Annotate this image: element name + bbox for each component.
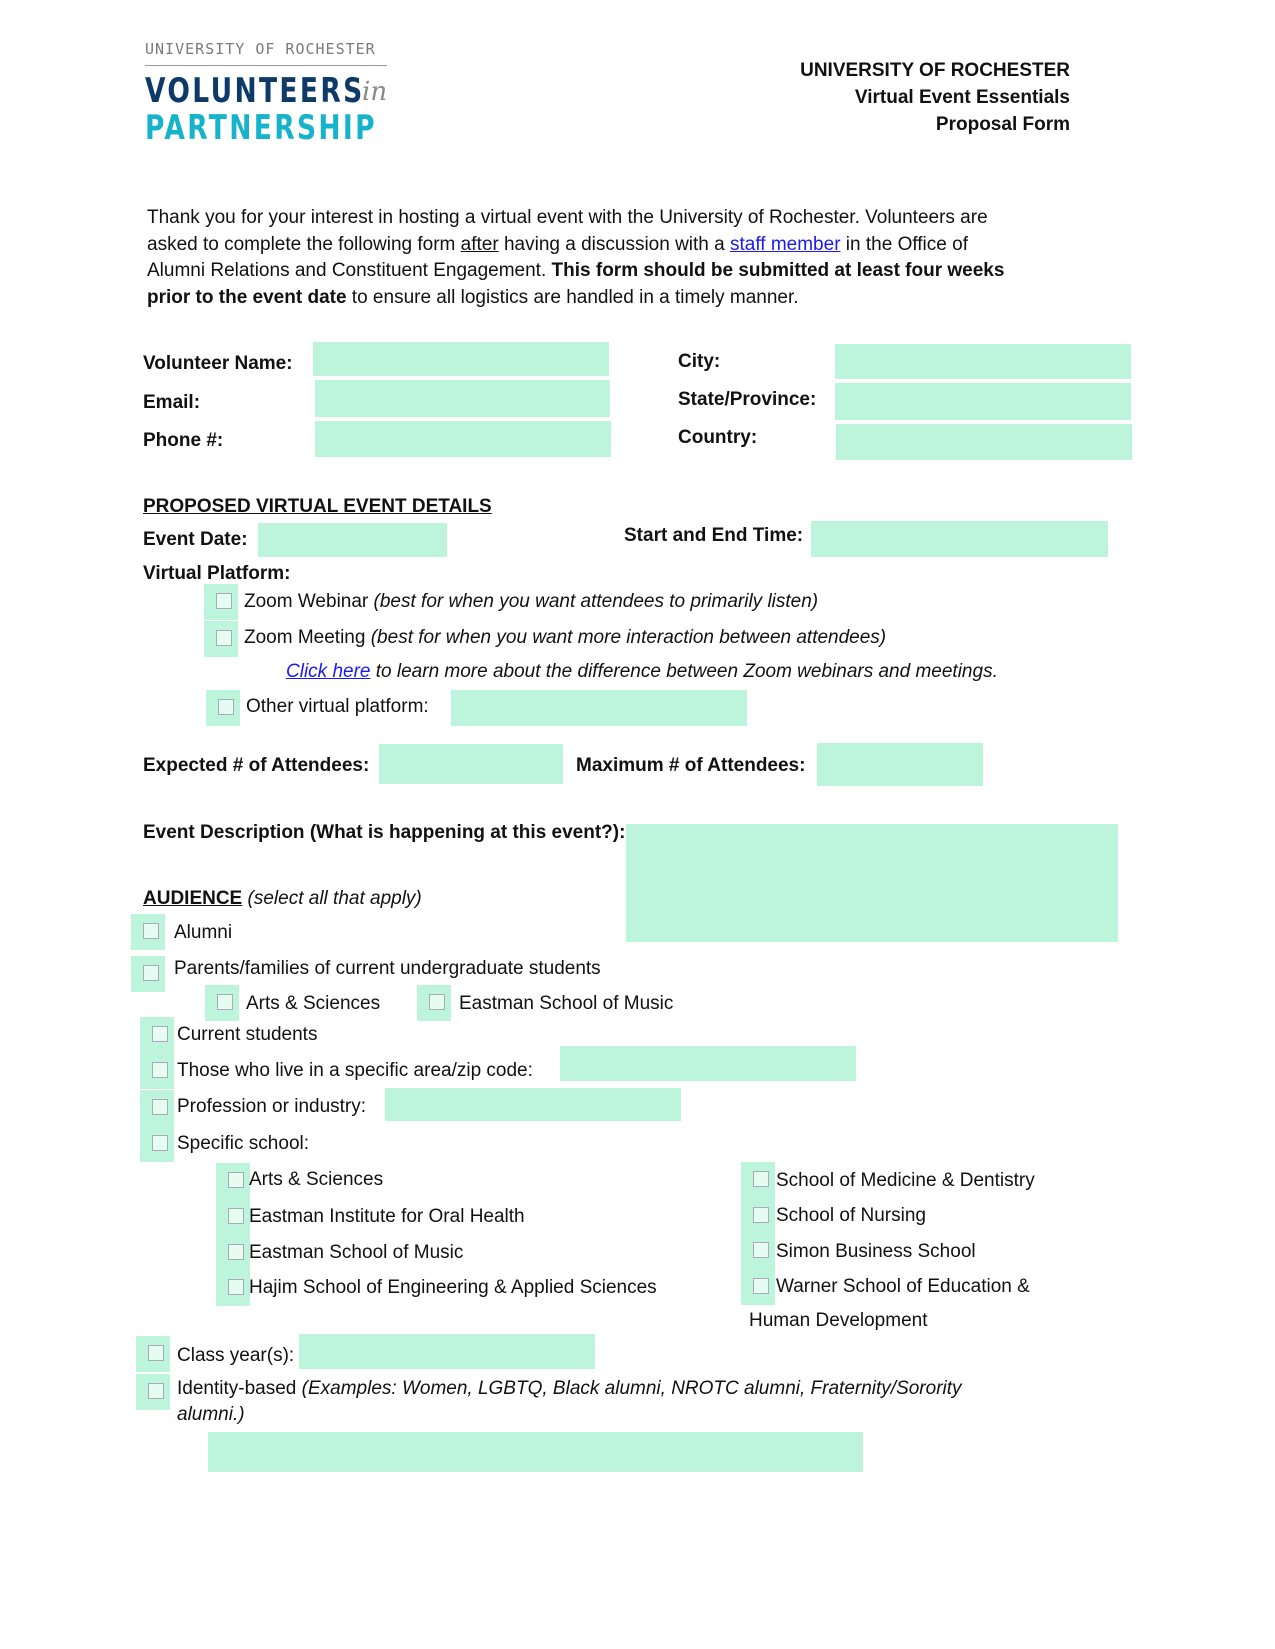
specific-school-checkbox[interactable]: [140, 1126, 174, 1162]
phone-label: Phone #:: [143, 430, 224, 451]
zoom-webinar-checkbox[interactable]: [204, 584, 238, 620]
zoom-webinar-label: Zoom Webinar: [244, 591, 374, 612]
identity-note: (Examples: Women, LGBTQ, Black alumni, NROTC alumni, Fraternity/Sorority: [301, 1378, 962, 1399]
school-label: School of Medicine & Dentistry: [776, 1170, 1035, 1191]
time-label: Start and End Time:: [624, 525, 804, 546]
school-label: Hajim School of Engineering & Applied Sciences: [249, 1277, 657, 1298]
click-here-text: to learn more about the difference between Zoom webinars and meetings.: [370, 661, 998, 682]
logo-partnership: PARTNERSHIP: [145, 108, 377, 148]
school-checkbox[interactable]: [741, 1269, 775, 1305]
logo-divider: [145, 65, 387, 66]
school-checkbox[interactable]: [741, 1162, 775, 1198]
class-year-label: Class year(s):: [177, 1345, 295, 1366]
school-checkbox[interactable]: [216, 1270, 250, 1306]
email-label: Email:: [143, 392, 201, 413]
profession-field[interactable]: [385, 1088, 681, 1121]
specific-school-label: Specific school:: [177, 1133, 310, 1154]
event-description-field[interactable]: [626, 824, 1118, 942]
current-students-label: Current students: [177, 1024, 318, 1045]
form-header: [800, 57, 1070, 138]
identity-checkbox[interactable]: [136, 1374, 170, 1410]
parents-as-checkbox[interactable]: [205, 985, 239, 1021]
parents-esm-label: Eastman School of Music: [459, 993, 674, 1014]
intro-paragraph: [147, 205, 1004, 311]
class-year-field[interactable]: [299, 1334, 595, 1369]
logo-volunteers: VOLUNTEERS: [145, 71, 365, 111]
audience-heading: AUDIENCE: [143, 888, 243, 909]
other-platform-checkbox[interactable]: [206, 690, 240, 726]
identity-field[interactable]: [208, 1432, 863, 1472]
platform-label: Virtual Platform:: [143, 563, 291, 584]
parents-label: Parents/families of current undergraduate students: [174, 958, 601, 979]
alumni-checkbox[interactable]: [131, 914, 165, 950]
zoom-meeting-note: (best for when you want more interaction between attendees): [370, 627, 887, 648]
expected-attendees-field[interactable]: [379, 744, 563, 784]
parents-as-label: Arts & Sciences: [246, 993, 381, 1014]
school-checkbox[interactable]: [216, 1163, 250, 1199]
school-checkbox[interactable]: [216, 1199, 250, 1235]
parents-checkbox[interactable]: [131, 956, 165, 992]
zoom-meeting-label: Zoom Meeting: [244, 627, 371, 648]
school-label: Warner School of Education &: [776, 1276, 1030, 1297]
profession-checkbox[interactable]: [140, 1090, 174, 1126]
school-label: Eastman School of Music: [249, 1242, 464, 1263]
class-year-checkbox[interactable]: [136, 1336, 170, 1372]
school-checkbox[interactable]: [741, 1198, 775, 1234]
event-details-heading: PROPOSED VIRTUAL EVENT DETAILS: [143, 496, 492, 517]
header-org: UNIVERSITY OF ROCHESTER: [800, 60, 1070, 81]
zoom-meeting-checkbox[interactable]: [204, 621, 238, 657]
city-label: City:: [678, 351, 721, 372]
current-students-checkbox[interactable]: [140, 1017, 174, 1053]
header-title: Virtual Event Essentials: [854, 87, 1070, 108]
header-subtitle: Proposal Form: [935, 114, 1070, 135]
intro-text: having a discussion with a: [498, 233, 730, 255]
logo-university: UNIVERSITY OF ROCHESTER: [145, 40, 376, 58]
intro-text: after: [460, 233, 499, 255]
profession-label: Profession or industry:: [177, 1096, 367, 1117]
state-field[interactable]: [835, 383, 1131, 420]
phone-field[interactable]: [315, 421, 611, 457]
maximum-attendees-field[interactable]: [817, 743, 983, 786]
maximum-attendees-label: Maximum # of Attendees:: [576, 755, 806, 776]
event-date-field[interactable]: [258, 523, 447, 557]
identity-note-continued: alumni.): [177, 1404, 245, 1425]
school-label: Eastman Institute for Oral Health: [249, 1206, 525, 1227]
event-description-label: Event Description (What is happening at this event?):: [143, 822, 626, 843]
country-label: Country:: [678, 427, 758, 448]
other-platform-label: Other virtual platform:: [246, 696, 429, 717]
school-label: Arts & Sciences: [249, 1169, 384, 1190]
event-date-label: Event Date:: [143, 529, 248, 550]
intro-text: This form should be submitted at least four weeks: [551, 260, 1005, 281]
country-field[interactable]: [836, 424, 1132, 460]
intro-text: asked to complete the following form: [147, 233, 461, 255]
time-field[interactable]: [811, 521, 1108, 557]
state-label: State/Province:: [678, 389, 817, 410]
intro-text: Alumni Relations and Constituent Engagement.: [147, 260, 552, 281]
alumni-label: Alumni: [174, 922, 233, 943]
click-here-link[interactable]: Click here: [286, 661, 371, 682]
audience-note: (select all that apply): [247, 888, 422, 909]
volunteer-name-field[interactable]: [313, 342, 609, 376]
other-platform-field[interactable]: [451, 690, 747, 726]
school-checkbox[interactable]: [216, 1235, 250, 1271]
identity-label: Identity-based: [177, 1378, 302, 1399]
intro-text: Thank you for your interest in hosting a virtual event with the University of Rochester. Volunteers are: [147, 207, 988, 228]
zoom-webinar-note: (best for when you want attendees to primarily listen): [373, 591, 819, 612]
logo-in: in: [362, 77, 388, 107]
expected-attendees-label: Expected # of Attendees:: [143, 755, 370, 776]
area-checkbox[interactable]: [140, 1053, 174, 1089]
volunteer-name-label: Volunteer Name:: [143, 353, 293, 374]
school-label: School of Nursing: [776, 1205, 926, 1226]
staff-member-link[interactable]: staff member: [730, 233, 841, 255]
area-field[interactable]: [560, 1046, 856, 1081]
intro-text: prior to the event date: [147, 286, 347, 308]
intro-text: in the Office of: [840, 233, 968, 255]
school-label-continued: Human Development: [749, 1310, 928, 1331]
intro-text: to ensure all logistics are handled in a timely manner.: [346, 286, 799, 308]
area-label: Those who live in a specific area/zip code:: [177, 1060, 533, 1081]
city-field[interactable]: [835, 344, 1131, 379]
parents-esm-checkbox[interactable]: [417, 985, 451, 1021]
school-label: Simon Business School: [776, 1241, 976, 1262]
email-field[interactable]: [315, 380, 610, 417]
school-checkbox[interactable]: [741, 1233, 775, 1269]
